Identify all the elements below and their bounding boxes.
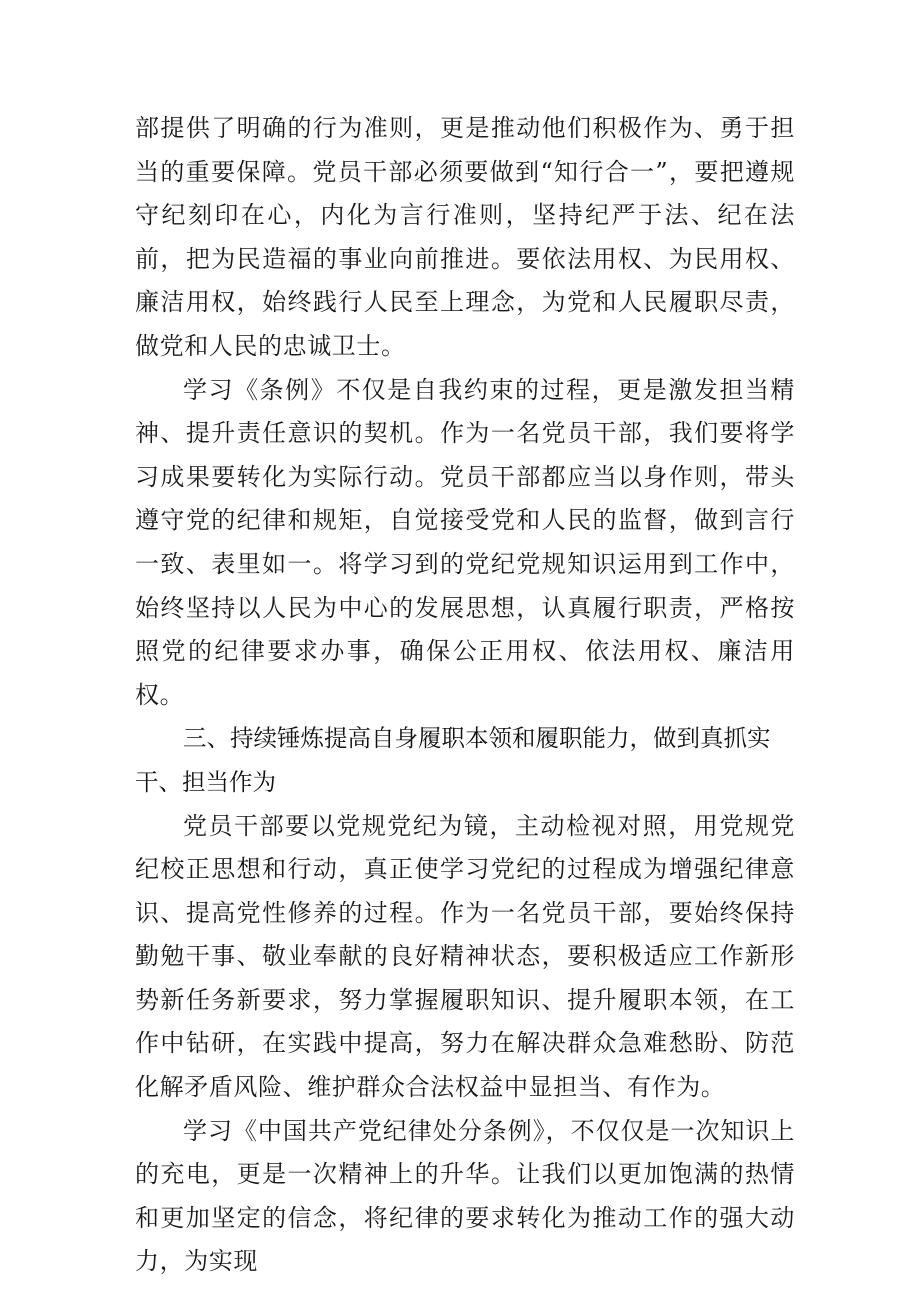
document-body xyxy=(135,107,795,1284)
paragraph-2: 学习《条例》不仅是自我约束的过程，更是激发担当精神、提升责任意识的契机。作为一名党员干部，我们要将学习成果要转化为实际行动。党员干部都应当以身作则，带头遵守党的纪律和规矩，自觉接受党和人民的监督，做到言行一致、表里如一。将学习到的党纪党规知识运用到工作中，始终坚持以人民为中心的发展思想，认真履行职责，严格按照党的纪律要求办事，确保公正用权、依法用权、廉洁用权。 xyxy=(135,375,795,709)
paragraph-4: 党员干部要以党规党纪为镜，主动检视对照，用党规党纪校正思想和行动，真正使学习党纪的过程成为增强纪律意识、提高党性修养的过程。作为一名党员干部，要始终保持勤勉干事、敬业奉献的良好精神状态，要积极适应工作新形势新任务新要求，努力掌握履职知识、提升履职本领，在工作中钻研，在实践中提高，努力在解决群众急难愁盼、防范化解矛盾风险、维护群众合法权益中显担当、有作为。 xyxy=(135,811,795,1102)
paragraph-5: 学习《中国共产党纪律处分条例》，不仅仅是一次知识上的充电，更是一次精神上的升华。让我们以更加饱满的热情和更加坚定的信念，将纪律的要求转化为推动工作的强大动力，为实现 xyxy=(135,1116,795,1276)
section-heading-3: 三、持续锤炼提高自身履职本领和履职能力，做到真抓实干、担当作为 xyxy=(135,724,771,796)
paragraph-1: 部提供了明确的行为准则，更是推动他们积极作为、勇于担当的重要保障。党员干部必须要做到“知行合一”，要把遵规守纪刻印在心，内化为言行准则，坚持纪严于法、纪在法前，把为民造福的事业向前推进。要依法用权、为民用权、廉洁用权，始终践行人民至上理念，为党和人民履职尽责，做党和人民的忠诚卫士。 xyxy=(135,114,795,360)
